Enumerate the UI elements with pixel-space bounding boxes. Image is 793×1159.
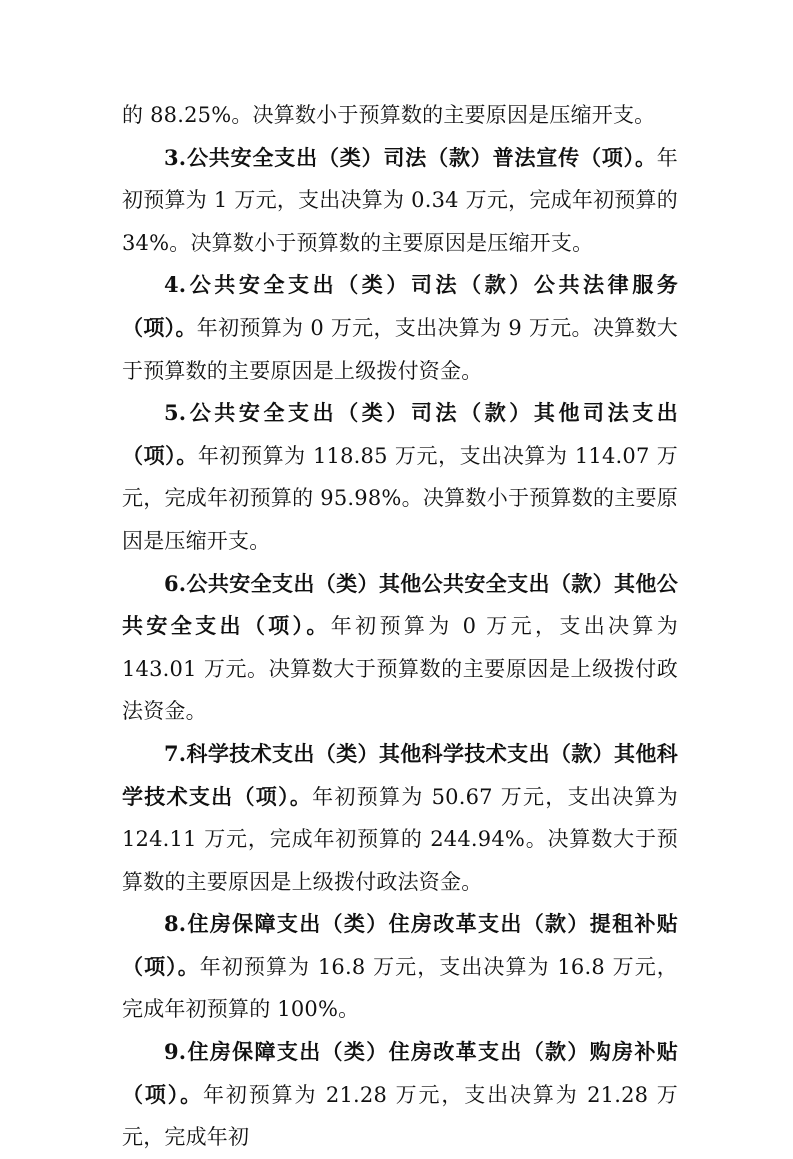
paragraph-text: 年初预算为 0 万元，支出决算为 9 万元。决算数大于预算数的主要原因是上级拨付资金。 xyxy=(122,315,678,383)
paragraph-text: 年初预算为 21.28 万元，支出决算为 21.28 万元，完成年初 xyxy=(122,1082,678,1150)
paragraph-item-8 xyxy=(122,903,678,1031)
paragraph-heading: 7.科学技术支出（类）其他科学技术支出（款）其他科学技术支出（项）。 xyxy=(122,740,678,809)
document-body xyxy=(122,94,678,1159)
paragraph-item-9 xyxy=(122,1031,678,1159)
paragraph-heading: 4.公共安全支出（类）司法（款）公共法律服务（项）。 xyxy=(122,272,678,340)
paragraph-item-6 xyxy=(122,563,678,733)
paragraph-text: 年初预算为 16.8 万元，支出决算为 16.8 万元，完成年初预算的 100%。 xyxy=(122,954,678,1022)
paragraph-text: 年初预算为 118.85 万元，支出决算为 114.07 万元，完成年初预算的 95.98%。决算数小于预算数的主要原因是压缩开支。 xyxy=(122,443,678,553)
paragraph-heading: 8.住房保障支出（类）住房改革支出（款）提租补贴（项）。 xyxy=(122,911,678,979)
paragraph-heading: 6.公共安全支出（类）其他公共安全支出（款）其他公共安全支出（项）。 xyxy=(122,570,678,639)
paragraph-heading: 9.住房保障支出（类）住房改革支出（款）购房补贴（项）。 xyxy=(122,1039,678,1107)
paragraph-item-5 xyxy=(122,392,678,562)
paragraph-text: 年初预算为 0 万元，支出决算为 143.01 万元。决算数大于预算数的主要原因是上级拨付政法资金。 xyxy=(122,614,678,724)
paragraph-text: 的 88.25%。决算数小于预算数的主要原因是压缩开支。 xyxy=(122,103,656,127)
paragraph-item-7 xyxy=(122,733,678,903)
paragraph-continuation xyxy=(122,94,678,137)
paragraph-item-3 xyxy=(122,137,678,265)
paragraph-heading: 5.公共安全支出（类）司法（款）其他司法支出（项）。 xyxy=(122,400,678,468)
paragraph-heading: 3.公共安全支出（类）司法（款）普法宣传（项）。 xyxy=(164,144,657,170)
paragraph-item-4 xyxy=(122,264,678,392)
paragraph-text: 年初预算为 1 万元，支出决算为 0.34 万元，完成年初预算的 34%。决算数小于预算数的主要原因是压缩开支。 xyxy=(122,145,678,255)
paragraph-text: 年初预算为 50.67 万元，支出决算为 124.11 万元，完成年初预算的 244.94%。决算数大于预算数的主要原因是上级拨付政法资金。 xyxy=(122,784,678,894)
